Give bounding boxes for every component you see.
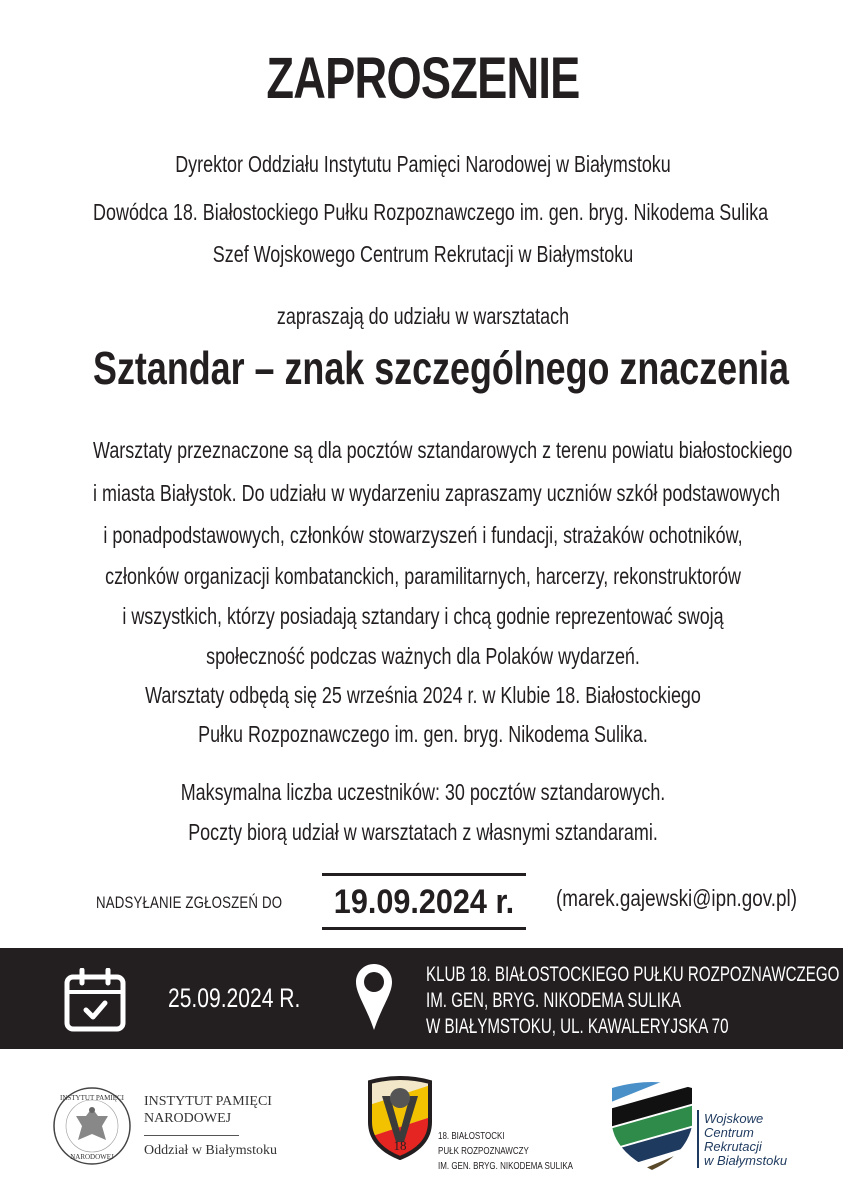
- deadline-date: 19.09.2024 r.: [333, 883, 515, 921]
- workshop-title: Sztandar – znak szczególnego znaczenia: [93, 342, 789, 394]
- ipn-seal-logo: [52, 1086, 132, 1166]
- wcr-name-line3: Rekrutacji: [704, 1139, 762, 1154]
- regiment-name-line1: 18. BIAŁOSTOCKI: [438, 1131, 505, 1142]
- calendar-check-icon: [64, 968, 126, 1032]
- wcr-shield-logo: [606, 1080, 698, 1172]
- svg-text:INSTYTUT PAMIĘCI: INSTYTUT PAMIĘCI: [60, 1094, 124, 1102]
- address-line-street: W BIAŁYMSTOKU, UL. KAWALERYJSKA 70: [426, 1015, 729, 1038]
- body-line: Warsztaty przeznaczone są dla pocztów sztandarowych z terenu powiatu białostockiego: [93, 437, 793, 463]
- ipn-name-line1: INSTYTUT PAMIĘCI: [144, 1094, 272, 1109]
- deadline-bottom-rule: [322, 927, 526, 930]
- wcr-divider: [697, 1110, 699, 1168]
- body-line: Warsztaty odbędą się 25 września 2024 r. w Klubie 18. Białostockiego: [145, 682, 701, 708]
- svg-text:18: 18: [393, 1138, 407, 1153]
- body-line: członków organizacji kombatanckich, paramilitarnych, harcerzy, rekonstruktorów: [105, 563, 741, 589]
- map-pin-icon: [356, 964, 392, 1032]
- address-line-venue: KLUB 18. BIAŁOSTOCKIEGO PUŁKU ROZPOZNAWCZEGO: [426, 963, 840, 986]
- ipn-name-line2: NARODOWEJ: [144, 1111, 232, 1126]
- body-line: i wszystkich, którzy posiadają sztandary i chcą godnie reprezentować swoją: [122, 603, 724, 629]
- own-banners-note: Poczty biorą udział w warsztatach z własnymi sztandarami.: [188, 819, 658, 845]
- svg-text:NARODOWEJ: NARODOWEJ: [70, 1153, 114, 1161]
- regiment-name-line3: IM. GEN. BRYG. NIKODEMA SULIKA: [438, 1161, 573, 1172]
- address-line-patron: IM. GEN, BRYG. NIKODEMA SULIKA: [426, 989, 682, 1012]
- event-date: 25.09.2024 R.: [168, 983, 301, 1013]
- regiment-name-line2: PUŁK ROZPOZNAWCZY: [438, 1146, 529, 1157]
- host-line-regiment: Dowódca 18. Białostockiego Pułku Rozpoznawczego im. gen. bryg. Nikodema Sulika: [93, 199, 769, 225]
- ipn-branch: Oddział w Białymstoku: [144, 1143, 277, 1158]
- deadline-top-rule: [322, 873, 526, 876]
- wcr-name-line2: Centrum: [704, 1125, 754, 1140]
- body-line: społeczność podczas ważnych dla Polaków wydarzeń.: [206, 643, 640, 669]
- page-title: ZAPROSZENIE: [266, 46, 580, 111]
- body-line: Pułku Rozpoznawczego im. gen. bryg. Nikodema Sulika.: [198, 721, 648, 747]
- host-line-ipn: Dyrektor Oddziału Instytutu Pamięci Narodowej w Białymstoku: [175, 151, 671, 177]
- contact-email[interactable]: (marek.gajewski@ipn.gov.pl): [556, 885, 798, 911]
- body-line: i miasta Białystok. Do udziału w wydarzeniu zapraszamy uczniów szkół podstawowych: [93, 480, 781, 506]
- deadline-label: NADSYŁANIE ZGŁOSZEŃ DO: [96, 893, 283, 912]
- wcr-name-line1: Wojskowe: [704, 1111, 764, 1126]
- regiment-badge-logo: [366, 1076, 434, 1160]
- ipn-divider: [144, 1135, 239, 1136]
- body-line: i ponadpodstawowych, członków stowarzyszeń i fundacji, strażaków ochotników,: [103, 522, 743, 548]
- max-participants-note: Maksymalna liczba uczestników: 30 pocztów sztandarowych.: [180, 779, 666, 805]
- host-line-wcr: Szef Wojskowego Centrum Rekrutacji w Białymstoku: [212, 241, 634, 267]
- wcr-name-line4: w Białymstoku: [704, 1153, 788, 1168]
- invite-line: zapraszają do udziału w warsztatach: [276, 303, 570, 329]
